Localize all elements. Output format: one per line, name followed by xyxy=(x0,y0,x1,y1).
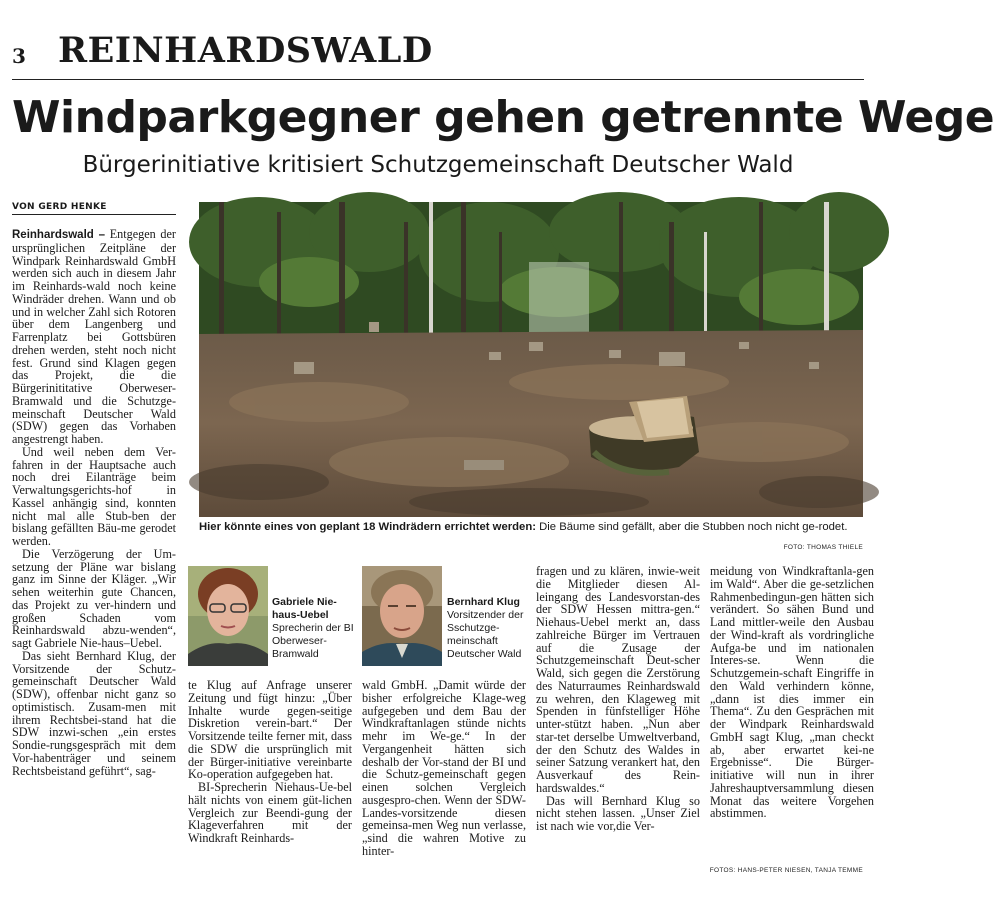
photo-caption xyxy=(199,520,863,534)
paragraph: Die Verzögerung der Um-setzung der Pläne war bislang ganz im Sinne der Kläger. „Wir sehen weiterhin gute Chancen, das Projekt zu ver-hindern und großen Schaden vom Reinhardswald abzu-wenden“, sagt Gabriele Nie-haus–Uebel. xyxy=(12,546,176,650)
portrait-caption xyxy=(447,596,533,661)
headline: Windparkgegner gehen getrennte Wege xyxy=(12,92,994,143)
person-name: Gabriele Nie-haus-Uebel xyxy=(272,596,337,621)
paragraph: te Klug auf Anfrage unserer Zeitung und fügt hinzu: „Über Inhalte wurde gegen-seitige Diskretion verein-bart.“ Der Vorsitzende teilte ferner mit, dass die SDW die ursprünglich mit der Bürger-initiative vereinbarte Ko-operation aufgegeben hat. xyxy=(188,678,352,782)
caption-text: Die Bäume sind gefällt, aber die Stubben noch nicht ge-rodet. xyxy=(536,521,848,533)
subheadline: Bürgerinitiative kritisiert Schutzgemeinschaft Deutscher Wald xyxy=(82,152,794,178)
dateline: Reinhardswald – xyxy=(12,229,106,241)
section-title: REINHARDSWALD xyxy=(58,30,433,71)
article-column-5 xyxy=(710,565,874,820)
portrait-bernhard-klug xyxy=(362,566,442,666)
paragraph: BI-Sprecherin Niehaus-Ue-bel hält nichts von einem güt-lichen Vergleich zur Beendi-gung der Klageverfahren mit der Windkraft Reinhards- xyxy=(188,780,352,845)
header-divider xyxy=(12,79,864,80)
page-number: 3 xyxy=(12,44,26,68)
byline-divider xyxy=(12,214,176,215)
paragraph: meidung von Windkraftanla-gen im Wald“. Aber die ge-setzlichen Rahmenbedingun-gen hätten sich verändert. So sähen Bund und Land mittler-weile den Ausbau der Wind-kraft als vordringliche Aufga-be und im nationalen Interes-se. Wenn die Schutzgemein-schaft Eingriffe in den Wald verhindern könne, „dann ist dies immer ein Thema“. Zu den Gesprächen mit der Windpark Reinhardswald GmbH sagt Klug, „man checkt ab, aber erwartet kei-ne Ergebnisse“. Die Bürger-initiative will nun in ihrer Jahreshauptversammlung diesen Monat das weitere Vorgehen abstimmen. xyxy=(710,564,874,821)
byline: VON GERD HENKE xyxy=(12,202,107,212)
paragraph: Das will Bernhard Klug so nicht stehen lassen. „Unser Ziel ist nach wie vor,die Ver- xyxy=(536,793,700,833)
person-role: Vorsitzender der Sschutzge-meinschaft Deutscher Wald xyxy=(447,609,524,660)
portrait-credit: FOTOS: HANS-PETER NIESEN, TANJA TEMME xyxy=(709,867,863,874)
caption-lead: Hier könnte eines von geplant 18 Windrädern errichtet werden: xyxy=(199,521,536,533)
person-role: Sprecherin der BI Oberweser-Bramwald xyxy=(272,622,354,660)
photo-credit: FOTO: THOMAS THIELE xyxy=(783,544,863,551)
article-column-1 xyxy=(12,228,176,777)
person-name: Bernhard Klug xyxy=(447,596,520,608)
forest-clearing-photo xyxy=(199,202,863,517)
paragraph: fragen und zu klären, inwie-weit die Mitglieder diesen Al-leingang des Landesvorstan-des der SDW Hessen mittra-gen.“ Niehaus-Uebel merkt an, dass zahlreiche Bürger im Vertrauen auf die Zusage der Schutzgemeinschaft Deut-scher Wald, sich gegen die Zerstörung des Naturraumes Reinhardswald zu wehren, den Klageweg mit Spenden in fünfstelliger Höhe unter-stützt haben. „Nun aber star-tet derselbe Umweltverband, der den Schutz des Waldes in seiner Satzung verankert hat, den Ausverkauf des Rein-hardswaldes.“ xyxy=(536,564,700,795)
article-column-3 xyxy=(362,679,526,858)
article-column-2 xyxy=(188,679,352,845)
portrait-gabriele-niehaus-uebel xyxy=(188,566,268,666)
paragraph: Entgegen der ursprünglichen Zeitpläne der Windpark Reinhardswald GmbH werden sich auch in diesem Jahr im Reinhards-wald noch keine Windräder drehen. Wann und ob und in welcher Zahl sich Rotoren über dem Langenberg und Farrenplatz bei Gottsbüren drehen werden, steht noch nicht fest. Grund sind Klagen gegen das Projekt, die die Bürgerinititative Oberweser-Bramwald und die Schutzge-meinschaft Deutscher Wald (SDW) gegen das Vorhaben angestrengt haben. xyxy=(12,227,176,446)
paragraph: Und weil neben dem Ver-fahren in der Hauptsache auch noch drei Eilanträge beim Verwaltungsgerichts-hof in Kassel anhängig sind, konnten nicht mal alle Stub-ben der bislang gefällten Bäu-me gerodet werden. xyxy=(12,444,176,548)
paragraph: Das sieht Bernhard Klug, der Vorsitzende der Schutz-gemeinschaft Deutscher Wald (SDW), offenbar nicht ganz so optimistisch. Zusam-men mit ihrem Rechtsbei-stand hat die SDW inzwi-schen „ein erstes Sondie-rungsgespräch mit dem Vor-habenträger und seinem Rechtsbeistand geführt“, sag- xyxy=(12,648,176,778)
article-column-4 xyxy=(536,565,700,833)
paragraph: wald GmbH. „Damit würde der bisher erfolgreiche Klage-weg aufgegeben und dem Bau der Windkraftanlagen stünde nichts mehr im We-ge.“ In der Vergangenheit hätten sich deshalb der Vor-stand der BI und die Schutz-gemeinschaft gegen einen solchen Vergleich ausgespro-chen. Wenn der SDW-Landes-vorsitzende diesen gemeinsa-men Weg nun verlasse, „sind die wahren Motive zu hinter- xyxy=(362,678,526,858)
portrait-caption xyxy=(272,596,354,661)
